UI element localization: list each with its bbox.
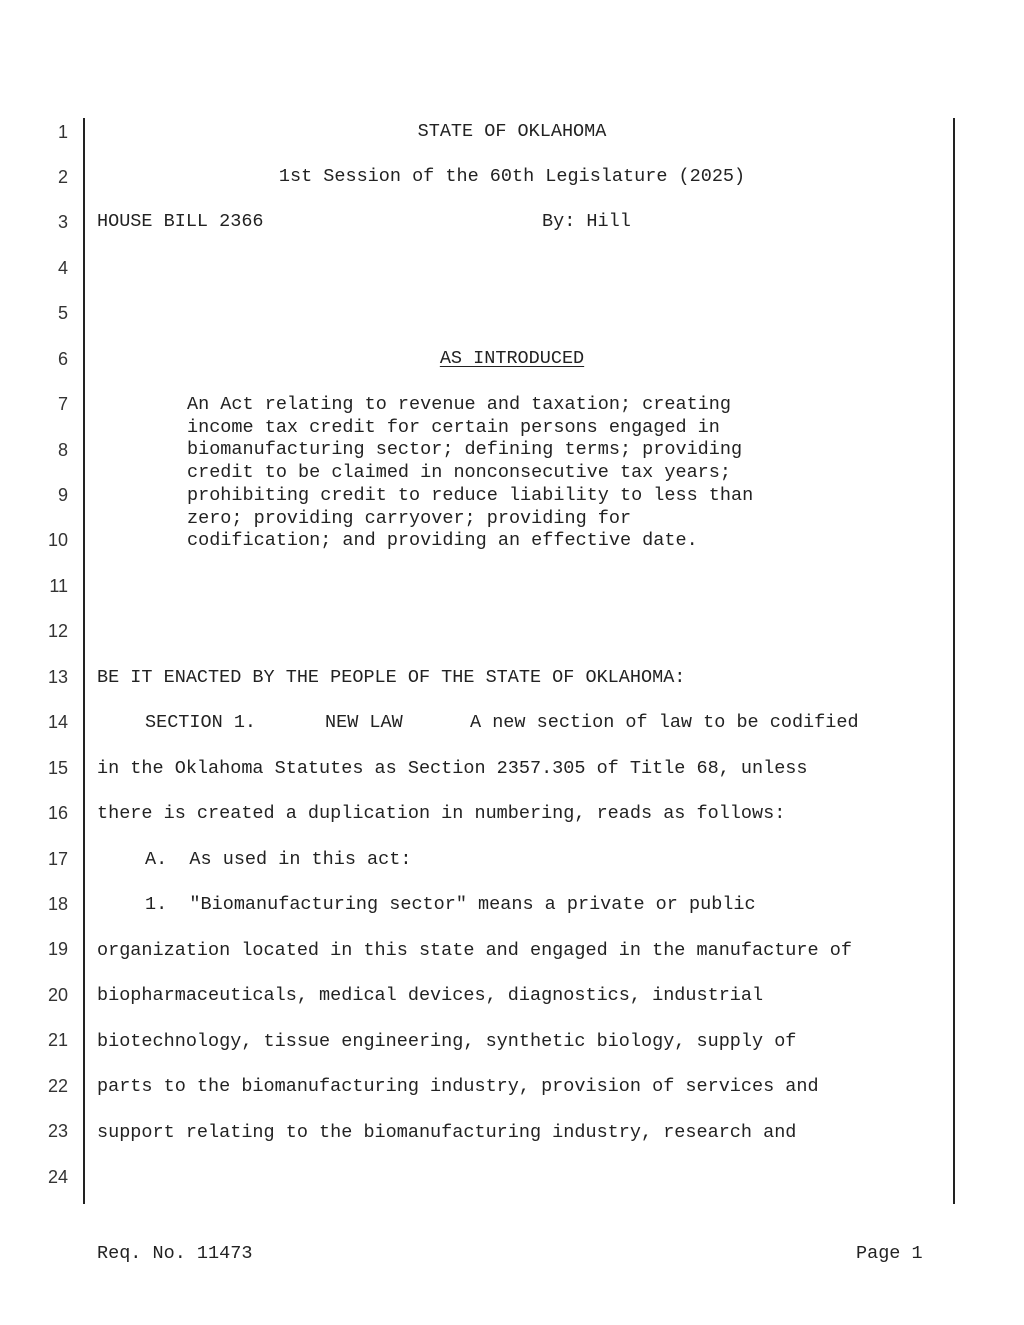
body-line: biotechnology, tissue engineering, synthetic biology, supply of: [97, 1031, 797, 1052]
line-number: 14: [47, 712, 68, 732]
state-heading: STATE OF OKLAHOMA: [417, 121, 607, 142]
act-title-line: codification; and providing an effective date.: [187, 530, 698, 551]
line-number: 2: [57, 167, 68, 187]
body-line: organization located in this state and engaged in the manufacture of: [97, 940, 852, 961]
body-line: 1. "Biomanufacturing sector" means a private or public: [145, 894, 756, 915]
left-margin-rule: [83, 118, 85, 1204]
page-number: Page 1: [856, 1243, 923, 1264]
line-number: 9: [57, 485, 68, 505]
line-number: 15: [47, 758, 68, 778]
body-line: in the Oklahoma Statutes as Section 2357.305 of Title 68, unless: [97, 758, 808, 779]
body-line: parts to the biomanufacturing industry, provision of services and: [97, 1076, 819, 1097]
right-margin-rule: [953, 118, 955, 1204]
line-number: 22: [47, 1076, 68, 1096]
body-line: biopharmaceuticals, medical devices, diagnostics, industrial: [97, 985, 764, 1006]
act-title-line: An Act relating to revenue and taxation; creating: [187, 394, 731, 415]
line-number: 17: [47, 849, 68, 869]
session-heading: 1st Session of the 60th Legislature (2025): [278, 166, 746, 187]
request-number: Req. No. 11473: [97, 1243, 253, 1264]
line-number: 10: [47, 530, 68, 550]
bill-author: By: Hill: [542, 211, 631, 232]
act-title-line: biomanufacturing sector; defining terms; providing: [187, 439, 743, 460]
line-number: 5: [57, 303, 68, 323]
line-number: 4: [57, 258, 68, 278]
body-line: there is created a duplication in numbering, reads as follows:: [97, 803, 786, 824]
body-line: A new section of law to be codified: [470, 712, 859, 733]
section-label: SECTION 1.: [145, 712, 257, 733]
line-number: 20: [47, 985, 68, 1005]
line-number: 16: [47, 803, 68, 823]
enacting-clause: BE IT ENACTED BY THE PEOPLE OF THE STATE OF OKLAHOMA:: [97, 667, 686, 688]
line-number: 11: [49, 576, 68, 596]
line-number: 12: [47, 621, 68, 641]
line-number: 13: [47, 667, 68, 687]
line-number: 7: [57, 394, 68, 414]
section-type: NEW LAW: [325, 712, 403, 733]
body-line: support relating to the biomanufacturing industry, research and: [97, 1122, 797, 1143]
line-number: 6: [57, 349, 68, 369]
bill-status: AS INTRODUCED: [439, 348, 585, 369]
line-number: 18: [47, 894, 68, 914]
body-line: A. As used in this act:: [145, 849, 412, 870]
line-number: 1: [57, 122, 68, 142]
act-title-line: income tax credit for certain persons engaged in: [187, 417, 720, 438]
line-number: 21: [47, 1030, 68, 1050]
act-title-line: zero; providing carryover; providing for: [187, 508, 632, 529]
bill-number: HOUSE BILL 2366: [97, 211, 264, 232]
act-title-line: credit to be claimed in nonconsecutive tax years;: [187, 462, 731, 483]
act-title-line: prohibiting credit to reduce liability to less than: [187, 485, 754, 506]
line-number: 3: [57, 212, 68, 232]
line-number: 23: [47, 1121, 68, 1141]
line-number: 19: [47, 939, 68, 959]
line-number: 24: [47, 1167, 68, 1187]
line-number: 8: [57, 440, 68, 460]
